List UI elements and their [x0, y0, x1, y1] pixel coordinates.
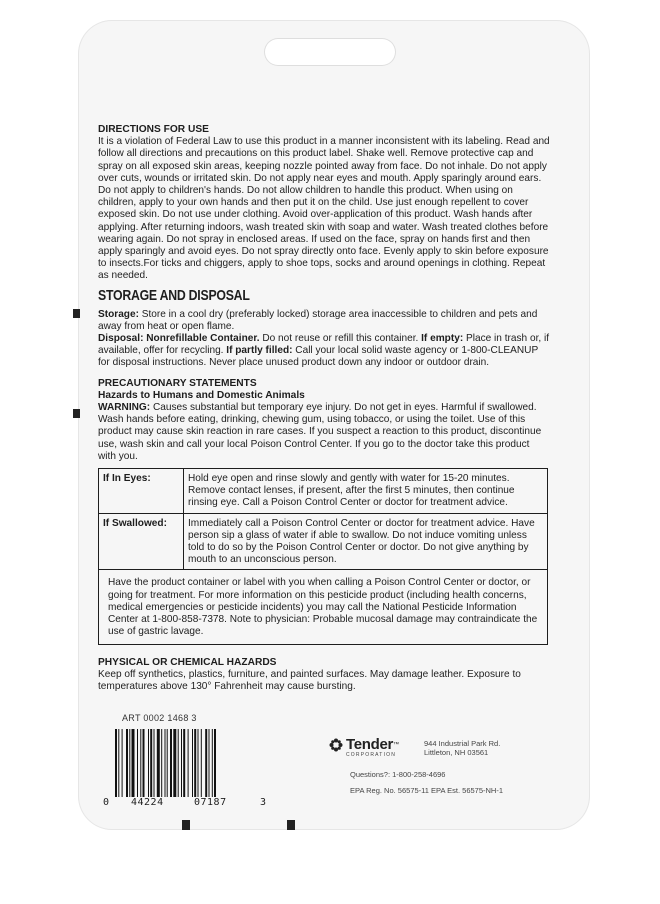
barcode-bar — [194, 729, 196, 797]
first-aid-label: If Swallowed: — [99, 513, 184, 570]
table-row — [99, 570, 548, 645]
barcode-bar — [157, 729, 160, 797]
barcode-bar — [212, 729, 213, 797]
table-row — [99, 513, 548, 570]
barcode-bar — [178, 729, 179, 797]
barcode-digit: 07187 — [194, 797, 227, 808]
storage-paragraph — [98, 309, 550, 333]
precautionary-heading: PRECAUTIONARY STATEMENTS — [98, 377, 257, 389]
barcode-bar — [188, 729, 189, 797]
directions-heading: DIRECTIONS FOR USE — [98, 124, 209, 135]
barcode-bar — [161, 729, 162, 797]
barcode-bar — [170, 729, 172, 797]
warning-text: Causes substantial but temporary eye injury. Do not get in eyes. Harmful if swallowed. Wash hands before eating, drinking, chewing gum, using tobacco, or using the toilet. Use of this product may cause skin reaction in rare cases. If you suspect a reaction to this product, discontinue use, wash skin and call your local Poison Control Center. If you go to the doctor take this product with you. — [98, 402, 542, 462]
first-aid-text: Hold eye open and rinse slowly and gently with water for 15-20 minutes. Remove contact lenses, if present, after the first 5 minutes, then continue rinsing eye. Call a Poison Control Center or doctor for treatment advice. — [184, 469, 548, 514]
side-mark — [73, 409, 80, 418]
label-text — [98, 124, 550, 463]
barcode-bar — [165, 729, 166, 797]
trademark: ™ — [393, 741, 400, 748]
address-line: 944 Industrial Park Rd. — [424, 739, 501, 748]
barcode-bar — [183, 729, 185, 797]
company-address — [424, 739, 500, 757]
disposal-text: Place in trash or, if available, offer for recycling. — [98, 333, 550, 357]
barcode-digit: 0 — [103, 797, 110, 808]
barcode-digit: 3 — [260, 797, 267, 808]
barcode-bar — [140, 729, 141, 797]
barcode-bar — [167, 729, 168, 797]
art-number: ART 0002 1468 3 — [122, 713, 197, 723]
barcode-bar — [192, 729, 193, 797]
bottom-mark — [287, 820, 295, 830]
logo-flower-icon — [329, 738, 343, 752]
epa-registration: EPA Reg. No. 56575-11 EPA Est. 56575-NH-1 — [350, 786, 504, 795]
tender-logo — [329, 736, 399, 753]
questions-phone: Questions?: 1-800-258-4696 — [350, 770, 446, 779]
barcode-bar — [118, 729, 119, 797]
logo-subtitle: CORPORATION — [346, 752, 397, 758]
storage-label: Storage: — [98, 308, 139, 320]
first-aid-text: Immediately call a Poison Control Center or doctor for treatment advice. Have person sip a glass of water if able to swallow. Do not induce vomiting unless told to do so by the Poison Control Center or doctor. Do not give anything by mouth to an unconscious person. — [184, 513, 548, 570]
warning-label: WARNING: — [98, 402, 151, 414]
disposal-text: Call your local solid waste agency or 1-800-CLEANUP for disposal instructions. Never place unused product down any indoor or outdoor drain. — [98, 345, 539, 369]
first-aid-note: Have the product container or label with you when calling a Poison Control Center or doctor, or going for treatment. For more information on this pesticide product (including health concerns, medical emergencies or pesticide incidents) you may call the National Pesticide Information Center at 1-800-858-7378. Note to physician: Probable mucosal damage may contraindicate the use of gastric lavage. — [99, 570, 548, 645]
first-aid-label: If In Eyes: — [99, 469, 184, 514]
disposal-text: Do not reuse or refill this container. — [259, 333, 422, 345]
barcode-bar — [209, 729, 210, 797]
disposal-label: Disposal: Nonrefillable Container. — [98, 333, 260, 345]
logo-wordmark: Tender — [346, 736, 394, 753]
physical-heading: PHYSICAL OR CHEMICAL HAZARDS — [98, 657, 277, 668]
hazards-subheading: Hazards to Humans and Domestic Animals — [98, 389, 305, 401]
barcode-bar — [143, 729, 145, 797]
barcode-bar — [137, 729, 138, 797]
barcode-bar — [150, 729, 152, 797]
side-mark — [73, 309, 80, 318]
directions-body: It is a violation of Federal Law to use this product in a manner inconsistent with its labeling. Read and follow all directions and precautions on this product label. Shake well. Remove protective cap and spray on all exposed skin areas, keeping nozzle pointed away from face. Do not inhale. Do not apply over cuts, wounds or irritated skin. Do not apply near eyes and mouth. Apply sparingly around ears. Do not apply to children's hands. Do not allow children to handle this product. When using on children, apply to your own hands and then put it on the child. Use just enough repellent to cover exposed skin. Do not use under clothing. Avoid over-application of this product. Wash hands after applying. After returning indoors, wash treated skin with soap and water. Wash treated clothes before wearing again. Do not spray in enclosed areas. If used on the face, spray on hands first and then apply sparingly and avoid eyes. Do not spray directly onto face. Evenly apply to skin before exposure to insects.For ticks and chiggers, apply to shoe tops, socks and around openings in clothing. Repeat as needed. — [98, 136, 550, 282]
barcode-image — [115, 729, 245, 797]
barcode-bar — [154, 729, 155, 797]
barcode-bar — [122, 729, 123, 797]
barcode-bar — [132, 729, 135, 797]
barcode-bar — [148, 729, 149, 797]
first-aid-table — [98, 468, 548, 645]
barcode-bar — [214, 729, 216, 797]
barcode-digit: 44224 — [131, 797, 164, 808]
bottom-mark — [182, 820, 190, 830]
barcode-bar — [181, 729, 182, 797]
physical-body: Keep off synthetics, plastics, furniture, and painted surfaces. May damage leather. Exposure to temperatures above 130° Fahrenheit may cause bursting. — [98, 669, 521, 693]
storage-heading: STORAGE AND DISPOSAL — [98, 286, 250, 304]
warning-paragraph — [98, 402, 550, 463]
disposal-paragraph — [98, 333, 550, 370]
if-partly-label: If partly filled: — [226, 345, 293, 357]
barcode-bar — [129, 729, 130, 797]
if-empty-label: If empty: — [421, 333, 464, 345]
barcode-bar — [201, 729, 202, 797]
barcode-bar — [173, 729, 176, 797]
barcode-bar — [205, 729, 207, 797]
address-line: Littleton, NH 03561 — [424, 748, 489, 757]
storage-text: Store in a cool dry (preferably locked) storage area inaccessible to children and pets and away from heat or open flame. — [98, 308, 538, 332]
barcode-bar — [126, 729, 128, 797]
physical-hazards — [98, 657, 548, 694]
barcode-bar — [115, 729, 117, 797]
table-row — [99, 469, 548, 514]
barcode-bar — [198, 729, 199, 797]
hang-hole — [264, 38, 396, 66]
